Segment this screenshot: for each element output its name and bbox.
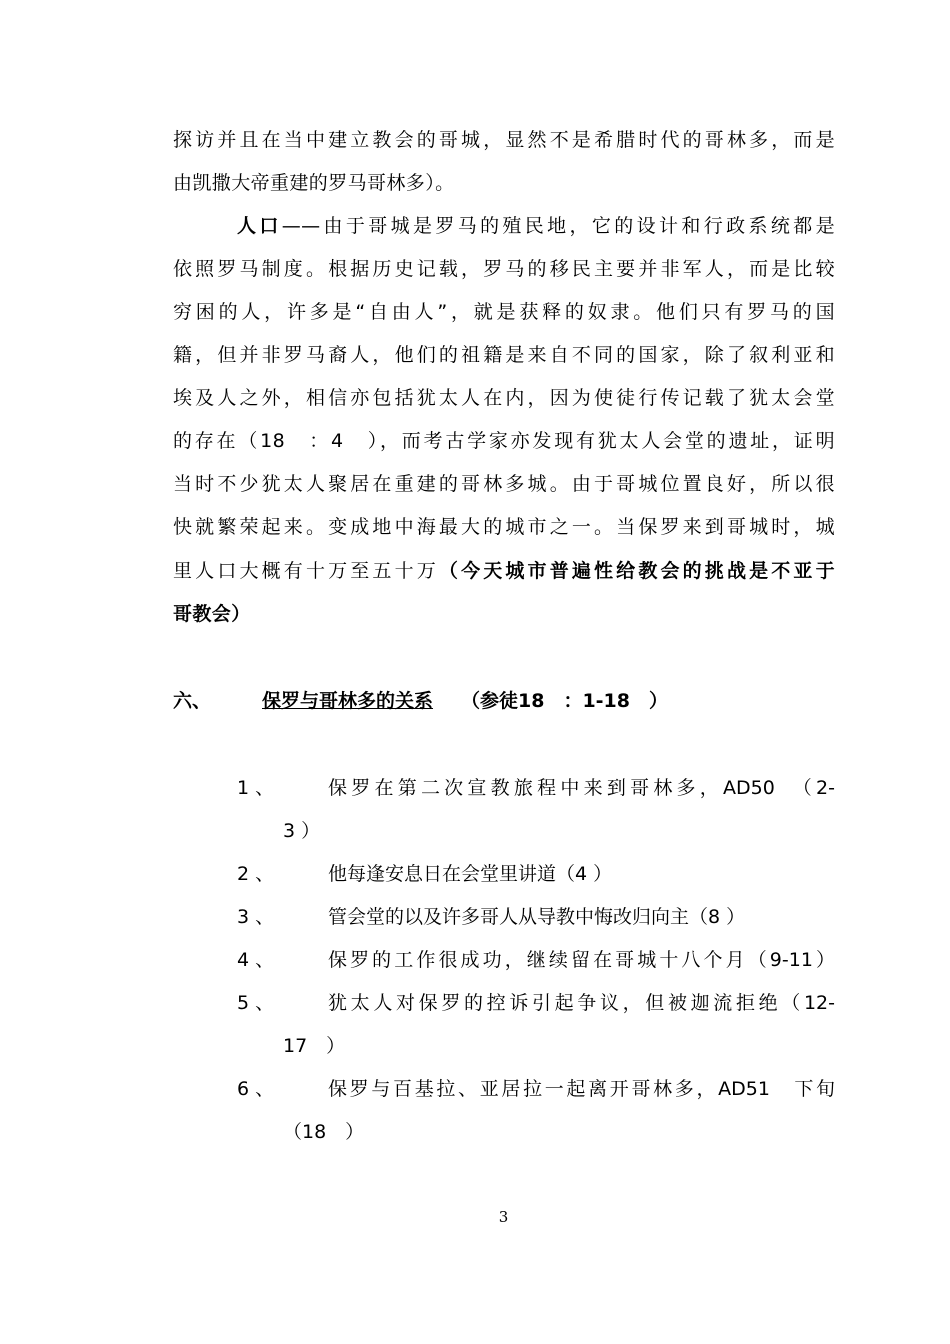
paragraph-text: 里人口大概有十万至五十万 [173,560,439,582]
list-item-continuation: 3 ） [283,820,321,842]
list-item-number: 3 、 [237,906,275,928]
list-item-text: 管会堂的以及许多哥人从导教中悔改归向主（8 ） [328,906,746,928]
list-item-text: 犹太人对保罗的控诉引起争议，但被迦流拒绝（12- [328,992,835,1014]
list-item-number: 2 、 [237,863,275,885]
list-item-text: 保罗在第二次宣教旅程中来到哥林多，AD50 （2- [328,777,835,799]
paragraph-line: 籍，但并非罗马裔人，他们的祖籍是来自不同的国家，除了叙利亚和 [173,344,835,366]
paragraph-text: ——由于哥城是罗马的殖民地，它的设计和行政系统都是 [281,215,835,237]
list-item-continuation: （18 ） [283,1121,365,1143]
list-item-continuation: 17 ） [283,1035,346,1057]
paragraph-line: 快就繁荣起来。变成地中海最大的城市之一。当保罗来到哥城时，城 [173,516,835,538]
section-title: 保罗与哥林多的关系 [262,690,434,712]
paragraph-line: 穷困的人，许多是“自由人”，就是获释的奴隶。他们只有罗马的国 [173,301,835,323]
list-item-number: 6 、 [237,1078,275,1100]
paragraph-line: 当时不少犹太人聚居在重建的哥林多城。由于哥城位置良好，所以很 [173,473,835,495]
paragraph-line: 依照罗马制度。根据历史记载，罗马的移民主要并非军人，而是比较 [173,258,835,280]
paragraph-line: 的存在（18 ：4 ），而考古学家亦发现有犹太人会堂的遗址，证明 [173,430,835,452]
list-item-text: 保罗与百基拉、亚居拉一起离开哥林多，AD51 下旬 [328,1078,835,1100]
population-label: 人口 [237,215,282,237]
paragraph-line [173,559,835,583]
paragraph-line: 由凯撒大帝重建的罗马哥林多）。 [173,172,455,194]
list-item-number: 1 、 [237,777,275,799]
list-item-text: 他每逢安息日在会堂里讲道（4 ） [328,863,613,885]
section-number: 六、 [173,690,212,712]
emphasis-text: 哥教会） [173,603,251,625]
list-item-text: 保罗的工作很成功，继续留在哥城十八个月（9-11） [328,949,835,971]
section-reference: （参徒18 ：1-18 ） [461,690,668,712]
paragraph-line: 探访并且在当中建立教会的哥城，显然不是希腊时代的哥林多，而是 [173,129,835,151]
list-item-number: 4 、 [237,949,275,971]
paragraph-line [237,214,835,238]
paragraph-line: 埃及人之外，相信亦包括犹太人在内，因为使徒行传记载了犹太会堂 [173,387,835,409]
page-number: 3 [498,1208,509,1226]
list-item-number: 5 、 [237,992,275,1014]
emphasis-text: （今天城市普遍性给教会的挑战是不亚于 [438,560,835,582]
